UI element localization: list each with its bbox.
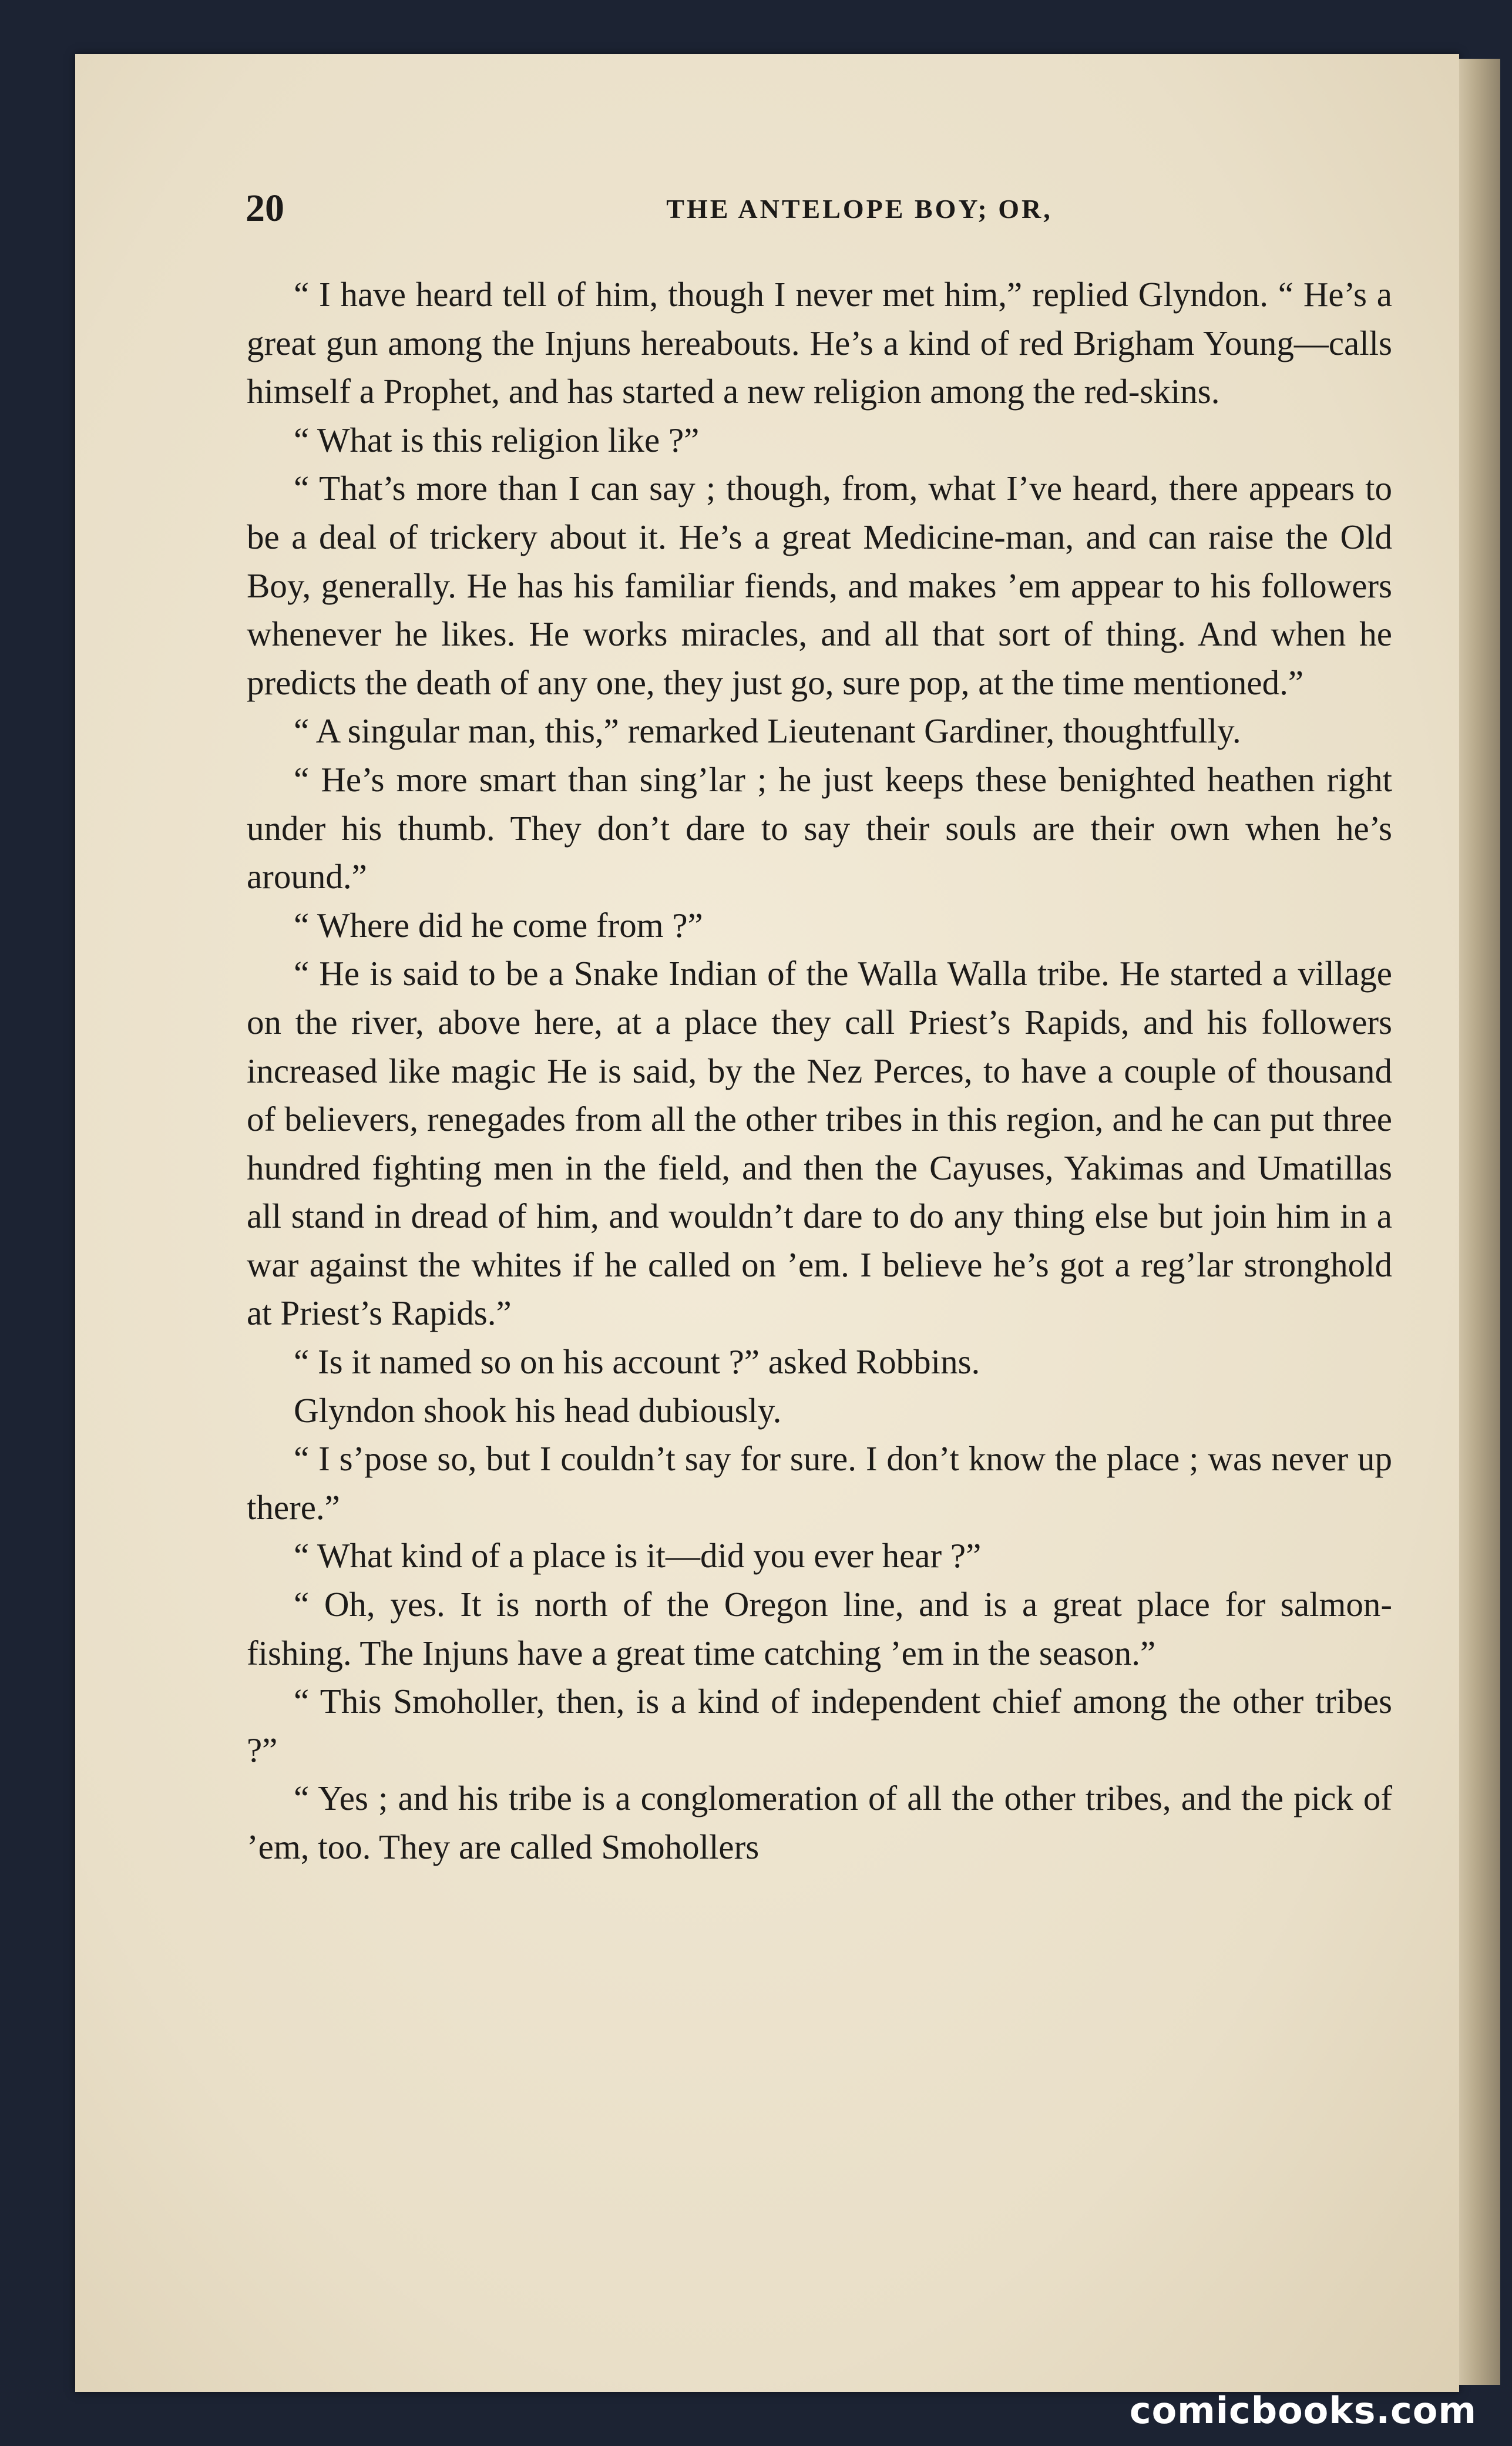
paragraph: “ A singular man, this,” remarked Lieutenant Gardiner, thoughtfully. [294,711,1241,751]
body-text [247,270,1392,1872]
paragraph: “ Yes ; and his tribe is a conglomeration of all the other tribes, and the pick of ’em, too. They are called Smohollers [247,1779,1392,1866]
paragraph: “ This Smoholler, then, is a kind of independent chief among the other tribes ?” [247,1682,1392,1769]
running-title: THE ANTELOPE BOY; OR, [666,194,1053,224]
paragraph: “ What is this religion like ?” [294,420,700,459]
paragraph: “ Oh, yes. It is north of the Oregon line, and is a great place for salmon-fishing. The Injuns have a great time catching ’em in the season.” [247,1585,1392,1672]
paragraph: “ He is said to be a Snake Indian of the Walla Walla tribe. He started a village on the river, above here, at a place they call Priest’s Rapids, and his followers increased like magic He is said, by the Nez Perces, to have a couple of thousand of believers, renegades from all the other tribes in this region, and he can put three hundred fighting men in the field, and then the Cayuses, Yakimas and Umatillas all stand in dread of him, and wouldn’t dare to do any thing else but join him in a war against the whites if he called on ’em. I believe he’s got a reg’lar stronghold at Priest’s Rapids.” [247,954,1392,1333]
paragraph: “ He’s more smart than sing’lar ; he just keeps these benighted heathen right under his thumb. They don’t dare to say their souls are their own when he’s around.” [247,760,1392,896]
paragraph: Glyndon shook his head dubiously. [294,1390,782,1430]
page-edge [1459,59,1500,2385]
paragraph: “ That’s more than I can say ; though, from, what I’ve heard, there appears to be a deal of trickery about it. He’s a great Medicine-man, and can raise the Old Boy, generally. He has his familiar fiends, and makes ’em appear to his followers whenever he likes. He works miracles, and all that sort of thing. And when he predicts the death of any one, they just go, sure pop, at the time mentioned.” [247,469,1392,702]
watermark: comicbooks.com [1129,2389,1477,2432]
paragraph: “ Where did he come from ?” [294,905,703,945]
paragraph: “ I s’pose so, but I couldn’t say for sure. I don’t know the place ; was never up there.” [247,1439,1392,1527]
page-header [246,186,1459,251]
paragraph: “ Is it named so on his account ?” asked Robbins. [294,1342,980,1382]
paragraph: “ What kind of a place is it—did you ever hear ?” [294,1536,982,1575]
page-number: 20 [246,187,284,230]
paragraph: “ I have heard tell of him, though I never met him,” replied Glyndon. “ He’s a great gun among the Injuns hereabouts. He’s a kind of red Brigham Young—calls himself a Prophet, and has started a new religion among the red-skins. [247,275,1392,411]
